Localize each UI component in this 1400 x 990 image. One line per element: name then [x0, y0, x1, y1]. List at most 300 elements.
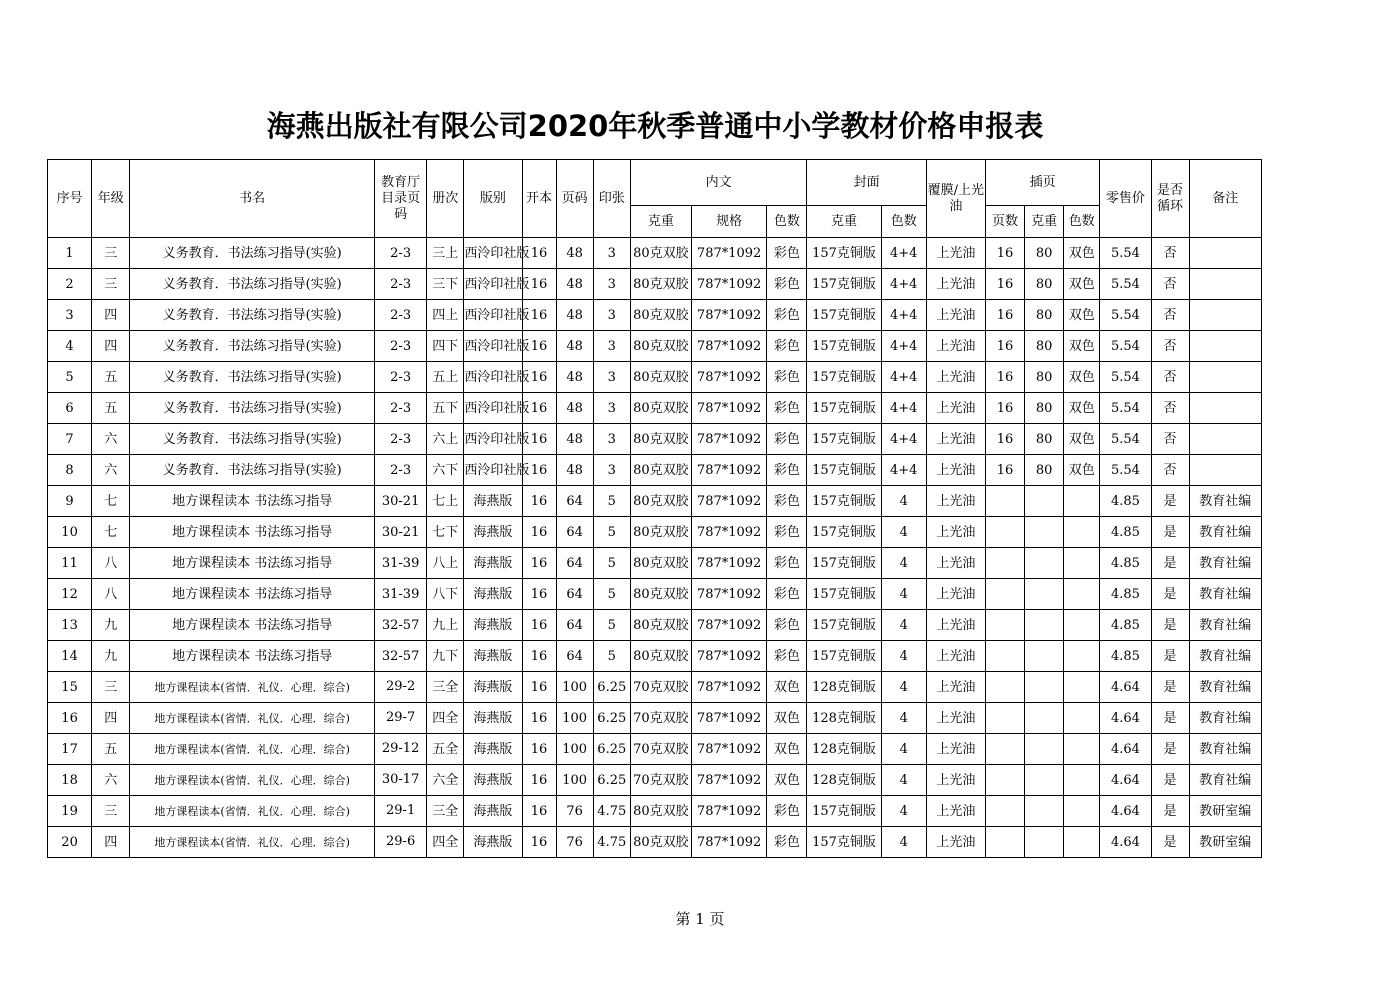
cell-format: 16: [522, 641, 556, 672]
cell-body-spec: 787*1092: [692, 703, 767, 734]
cell-cover-weight: 128克铜版: [807, 672, 881, 703]
cell-cover-weight: 157克铜版: [807, 269, 881, 300]
cell-sheets: 5: [593, 517, 630, 548]
cell-grade: 八: [92, 548, 130, 579]
cell-body-weight: 80克双胶: [630, 393, 691, 424]
cell-volume: 八下: [427, 579, 464, 610]
cell-body-weight: 80克双胶: [630, 269, 691, 300]
cell-format: 16: [522, 269, 556, 300]
cell-cover-color: 4: [881, 610, 926, 641]
cell-body-color: 彩色: [767, 455, 807, 486]
cell-format: 16: [522, 486, 556, 517]
cell-cover-weight: 157克铜版: [807, 424, 881, 455]
cell-edition: 西泠印社版: [464, 331, 522, 362]
cell-remark: [1189, 393, 1261, 424]
cell-insert-color: [1064, 827, 1100, 858]
page-footer: 第 1 页: [675, 910, 725, 928]
cell-lamination: 上光油: [926, 269, 985, 300]
cell-recycle: 是: [1151, 517, 1189, 548]
cell-insert-color: 双色: [1064, 455, 1100, 486]
cell-insert-pages: [985, 672, 1024, 703]
table-row: [48, 579, 1262, 610]
cell-body-weight: 80克双胶: [630, 424, 691, 455]
table-row: [48, 424, 1262, 455]
cell-format: 16: [522, 517, 556, 548]
cell-seq: 10: [48, 517, 92, 548]
cell-volume: 四下: [427, 331, 464, 362]
catalog-page-text: 29-2: [386, 679, 416, 694]
cell-insert-weight: [1025, 517, 1064, 548]
cell-lamination: 上光油: [926, 331, 985, 362]
cell-lamination: 上光油: [926, 610, 985, 641]
cell-edition: 西泠印社版: [464, 455, 522, 486]
cell-recycle: 是: [1151, 827, 1189, 858]
cell-insert-pages: 16: [985, 362, 1024, 393]
cell-name: 义务教育．书法练习指导(实验): [130, 393, 375, 424]
cell-sheets: 5: [593, 579, 630, 610]
cell-format: 16: [522, 765, 556, 796]
cell-name: 义务教育．书法练习指导(实验): [130, 238, 375, 269]
cell-catalog-page: 30-21: [375, 517, 427, 548]
cell-format: 16: [522, 703, 556, 734]
cell-cover-color: 4+4: [881, 455, 926, 486]
cell-grade: 五: [92, 362, 130, 393]
cell-retail-price: 4.85: [1100, 610, 1151, 641]
cell-volume: 三全: [427, 672, 464, 703]
cell-insert-color: [1064, 517, 1100, 548]
cell-volume: 四全: [427, 703, 464, 734]
cell-remark: [1189, 269, 1261, 300]
table-row: [48, 300, 1262, 331]
cell-name: 地方课程读本(省情．礼仪．心理．综合): [130, 765, 375, 796]
cell-cover-weight: 157克铜版: [807, 455, 881, 486]
cell-edition: 西泠印社版: [464, 424, 522, 455]
cell-insert-weight: 80: [1025, 269, 1064, 300]
cell-lamination: 上光油: [926, 486, 985, 517]
cell-body-weight: 80克双胶: [630, 827, 691, 858]
cell-catalog-page: 2-3: [375, 393, 427, 424]
cell-seq: 1: [48, 238, 92, 269]
cell-pages: 100: [556, 765, 593, 796]
catalog-page-text: 29-7: [386, 710, 416, 725]
cell-volume: 九下: [427, 641, 464, 672]
cell-pages: 48: [556, 238, 593, 269]
cell-body-weight: 80克双胶: [630, 641, 691, 672]
cell-edition: 海燕版: [464, 579, 522, 610]
cell-seq: 3: [48, 300, 92, 331]
cell-catalog-page: 2-3: [375, 455, 427, 486]
cell-cover-weight: 157克铜版: [807, 827, 881, 858]
cell-body-color: 彩色: [767, 796, 807, 827]
cell-body-spec: 787*1092: [692, 672, 767, 703]
cell-insert-pages: [985, 827, 1024, 858]
cell-name: 义务教育．书法练习指导(实验): [130, 455, 375, 486]
cell-volume: 八上: [427, 548, 464, 579]
header-body-spec: 规格: [692, 206, 767, 238]
cell-body-weight: 70克双胶: [630, 765, 691, 796]
cell-edition: 海燕版: [464, 672, 522, 703]
cell-retail-price: 5.54: [1100, 238, 1151, 269]
cell-seq: 16: [48, 703, 92, 734]
cell-seq: 8: [48, 455, 92, 486]
header-volume: 册次: [427, 160, 464, 238]
cell-body-color: 双色: [767, 672, 807, 703]
cell-edition: 西泠印社版: [464, 269, 522, 300]
cell-seq: 13: [48, 610, 92, 641]
cell-recycle: 否: [1151, 238, 1189, 269]
cell-catalog-page: 32-57: [375, 610, 427, 641]
cell-body-spec: 787*1092: [692, 238, 767, 269]
cell-remark: [1189, 300, 1261, 331]
cell-insert-pages: [985, 579, 1024, 610]
cell-volume: 五上: [427, 362, 464, 393]
cell-body-weight: 80克双胶: [630, 331, 691, 362]
catalog-page-text: 29-12: [381, 741, 420, 756]
header-body-color: 色数: [767, 206, 807, 238]
cell-insert-pages: [985, 734, 1024, 765]
cell-pages: 64: [556, 641, 593, 672]
cell-catalog-page: 2-3: [375, 331, 427, 362]
cell-lamination: 上光油: [926, 548, 985, 579]
cell-sheets: 4.75: [593, 796, 630, 827]
cell-recycle: 是: [1151, 734, 1189, 765]
cell-volume: 六上: [427, 424, 464, 455]
cell-format: 16: [522, 827, 556, 858]
cell-seq: 18: [48, 765, 92, 796]
cell-pages: 64: [556, 517, 593, 548]
cell-pages: 48: [556, 424, 593, 455]
cell-seq: 2: [48, 269, 92, 300]
cell-cover-color: 4+4: [881, 393, 926, 424]
table-row: [48, 331, 1262, 362]
cell-pages: 100: [556, 734, 593, 765]
cell-body-color: 彩色: [767, 393, 807, 424]
cell-remark: [1189, 238, 1261, 269]
cell-format: 16: [522, 796, 556, 827]
cell-insert-color: [1064, 703, 1100, 734]
cell-edition: 海燕版: [464, 548, 522, 579]
cell-volume: 三上: [427, 238, 464, 269]
cell-edition: 海燕版: [464, 734, 522, 765]
cell-remark: 教育社编: [1189, 486, 1261, 517]
cell-pages: 48: [556, 331, 593, 362]
cell-body-color: 彩色: [767, 517, 807, 548]
cell-grade: 五: [92, 734, 130, 765]
cell-lamination: 上光油: [926, 672, 985, 703]
cell-sheets: 3: [593, 393, 630, 424]
cell-format: 16: [522, 672, 556, 703]
cell-pages: 100: [556, 672, 593, 703]
cell-insert-weight: [1025, 610, 1064, 641]
cell-name: 地方课程读本(省情．礼仪．心理．综合): [130, 734, 375, 765]
cell-remark: 教育社编: [1189, 703, 1261, 734]
table-row: [48, 362, 1262, 393]
cell-body-spec: 787*1092: [692, 734, 767, 765]
cell-cover-color: 4+4: [881, 331, 926, 362]
cell-body-spec: 787*1092: [692, 796, 767, 827]
cell-pages: 76: [556, 796, 593, 827]
header-catalog-page: 教育厅目录页码: [375, 160, 427, 238]
cell-cover-weight: 157克铜版: [807, 517, 881, 548]
cell-sheets: 5: [593, 548, 630, 579]
cell-body-weight: 80克双胶: [630, 362, 691, 393]
cell-name: 地方课程读本 书法练习指导: [130, 548, 375, 579]
cell-cover-weight: 128克铜版: [807, 734, 881, 765]
header-remark: 备注: [1189, 160, 1261, 238]
cell-insert-color: 双色: [1064, 362, 1100, 393]
cell-sheets: 3: [593, 300, 630, 331]
cell-insert-color: [1064, 672, 1100, 703]
cell-seq: 12: [48, 579, 92, 610]
cell-seq: 4: [48, 331, 92, 362]
cell-sheets: 6.25: [593, 703, 630, 734]
header-body-weight: 克重: [630, 206, 691, 238]
cell-name: 地方课程读本 书法练习指导: [130, 486, 375, 517]
cell-sheets: 6.25: [593, 734, 630, 765]
catalog-page-text: 30-17: [381, 772, 420, 787]
cell-retail-price: 4.64: [1100, 703, 1151, 734]
cell-remark: 教育社编: [1189, 765, 1261, 796]
cell-grade: 六: [92, 765, 130, 796]
cell-seq: 15: [48, 672, 92, 703]
cell-lamination: 上光油: [926, 300, 985, 331]
header-row-1: [48, 160, 1262, 206]
cell-retail-price: 4.64: [1100, 672, 1151, 703]
cell-insert-color: 双色: [1064, 238, 1100, 269]
cell-sheets: 4.75: [593, 827, 630, 858]
cell-format: 16: [522, 300, 556, 331]
cell-insert-weight: [1025, 548, 1064, 579]
cell-grade: 三: [92, 796, 130, 827]
cell-remark: [1189, 424, 1261, 455]
cell-lamination: 上光油: [926, 703, 985, 734]
header-insert-weight: 克重: [1025, 206, 1064, 238]
cell-cover-weight: 157克铜版: [807, 641, 881, 672]
cell-format: 16: [522, 424, 556, 455]
cell-cover-color: 4: [881, 641, 926, 672]
cell-lamination: 上光油: [926, 734, 985, 765]
cell-insert-color: [1064, 548, 1100, 579]
cell-pages: 48: [556, 393, 593, 424]
cell-cover-color: 4: [881, 827, 926, 858]
cell-cover-color: 4: [881, 517, 926, 548]
cell-catalog-page: 31-39: [375, 579, 427, 610]
catalog-page-text: 29-1: [386, 803, 416, 818]
header-lamination: 覆膜/上光油: [926, 160, 985, 238]
cell-insert-weight: [1025, 734, 1064, 765]
cell-recycle: 否: [1151, 269, 1189, 300]
cell-body-weight: 80克双胶: [630, 486, 691, 517]
cell-grade: 八: [92, 579, 130, 610]
header-cover-color: 色数: [881, 206, 926, 238]
cell-insert-color: [1064, 486, 1100, 517]
cell-lamination: 上光油: [926, 362, 985, 393]
cell-insert-pages: [985, 517, 1024, 548]
cell-insert-pages: [985, 796, 1024, 827]
cell-retail-price: 4.64: [1100, 734, 1151, 765]
cell-cover-color: 4: [881, 579, 926, 610]
cell-seq: 14: [48, 641, 92, 672]
cell-catalog-page: 2-3: [375, 424, 427, 455]
cell-sheets: 5: [593, 486, 630, 517]
cell-body-color: 彩色: [767, 424, 807, 455]
cell-grade: 四: [92, 331, 130, 362]
cell-body-weight: 80克双胶: [630, 548, 691, 579]
cell-insert-color: 双色: [1064, 331, 1100, 362]
header-insert-color: 色数: [1064, 206, 1100, 238]
cell-name: 地方课程读本 书法练习指导: [130, 641, 375, 672]
table-row: [48, 517, 1262, 548]
header-pages: 页码: [556, 160, 593, 238]
cell-catalog-page: 32-57: [375, 641, 427, 672]
cell-catalog-page: [375, 827, 427, 858]
cell-cover-weight: 128克铜版: [807, 765, 881, 796]
cell-insert-color: 双色: [1064, 269, 1100, 300]
cell-cover-weight: 157克铜版: [807, 486, 881, 517]
table-row: [48, 765, 1262, 796]
cell-lamination: 上光油: [926, 424, 985, 455]
cell-insert-weight: 80: [1025, 362, 1064, 393]
cell-insert-pages: [985, 703, 1024, 734]
cell-retail-price: 4.64: [1100, 765, 1151, 796]
cell-recycle: 否: [1151, 424, 1189, 455]
cell-seq: 9: [48, 486, 92, 517]
header-sheets: 印张: [593, 160, 630, 238]
cell-body-spec: 787*1092: [692, 827, 767, 858]
cell-grade: 五: [92, 393, 130, 424]
cell-grade: 九: [92, 610, 130, 641]
cell-cover-weight: 157克铜版: [807, 796, 881, 827]
cell-insert-pages: [985, 765, 1024, 796]
table-row: [48, 641, 1262, 672]
cell-lamination: 上光油: [926, 393, 985, 424]
cell-volume: 五全: [427, 734, 464, 765]
cell-insert-weight: [1025, 765, 1064, 796]
cell-body-color: 彩色: [767, 238, 807, 269]
cell-body-weight: 80克双胶: [630, 517, 691, 548]
cell-name: 地方课程读本(省情．礼仪．心理．综合): [130, 703, 375, 734]
cell-insert-weight: [1025, 579, 1064, 610]
cell-grade: 四: [92, 703, 130, 734]
cell-lamination: 上光油: [926, 827, 985, 858]
cell-name: 义务教育．书法练习指导(实验): [130, 424, 375, 455]
cell-edition: 海燕版: [464, 827, 522, 858]
cell-catalog-page: [375, 703, 427, 734]
cell-recycle: 是: [1151, 796, 1189, 827]
cell-cover-weight: 157克铜版: [807, 548, 881, 579]
cell-insert-weight: 80: [1025, 238, 1064, 269]
cell-edition: 西泠印社版: [464, 300, 522, 331]
table-row: [48, 486, 1262, 517]
cell-remark: 教育社编: [1189, 672, 1261, 703]
cell-pages: 64: [556, 610, 593, 641]
cell-insert-pages: 16: [985, 300, 1024, 331]
cell-body-spec: 787*1092: [692, 486, 767, 517]
cell-name: 地方课程读本 书法练习指导: [130, 579, 375, 610]
cell-cover-color: 4: [881, 672, 926, 703]
cell-body-spec: 787*1092: [692, 517, 767, 548]
cell-insert-pages: 16: [985, 238, 1024, 269]
cell-retail-price: 5.54: [1100, 269, 1151, 300]
table-row: [48, 238, 1262, 269]
cell-insert-color: 双色: [1064, 300, 1100, 331]
cell-edition: 西泠印社版: [464, 362, 522, 393]
cell-body-spec: 787*1092: [692, 269, 767, 300]
cell-body-color: 彩色: [767, 579, 807, 610]
cell-insert-weight: 80: [1025, 455, 1064, 486]
cell-insert-pages: [985, 610, 1024, 641]
cell-format: 16: [522, 610, 556, 641]
cell-body-color: 彩色: [767, 641, 807, 672]
cell-grade: 三: [92, 269, 130, 300]
cell-recycle: 是: [1151, 548, 1189, 579]
cell-remark: 教育社编: [1189, 548, 1261, 579]
cell-body-color: 双色: [767, 734, 807, 765]
cell-pages: 76: [556, 827, 593, 858]
header-body: 内文: [630, 160, 807, 206]
cell-volume: 七上: [427, 486, 464, 517]
price-table: [47, 159, 1262, 858]
cell-volume: 四上: [427, 300, 464, 331]
cell-retail-price: 5.54: [1100, 362, 1151, 393]
cell-catalog-page: 30-21: [375, 486, 427, 517]
cell-body-spec: 787*1092: [692, 455, 767, 486]
cell-seq: 5: [48, 362, 92, 393]
cell-insert-pages: [985, 486, 1024, 517]
cell-format: 16: [522, 331, 556, 362]
cell-catalog-page: [375, 734, 427, 765]
cell-recycle: 否: [1151, 300, 1189, 331]
cell-pages: 64: [556, 486, 593, 517]
cell-body-color: 彩色: [767, 331, 807, 362]
header-insert: 插页: [985, 160, 1099, 206]
cell-body-color: 彩色: [767, 610, 807, 641]
cell-cover-weight: 128克铜版: [807, 703, 881, 734]
cell-cover-color: 4: [881, 703, 926, 734]
cell-cover-weight: 157克铜版: [807, 362, 881, 393]
cell-remark: 教育社编: [1189, 517, 1261, 548]
cell-format: 16: [522, 548, 556, 579]
cell-remark: 教育社编: [1189, 610, 1261, 641]
cell-retail-price: 4.85: [1100, 641, 1151, 672]
cell-edition: 海燕版: [464, 610, 522, 641]
table-row: [48, 703, 1262, 734]
cell-grade: 六: [92, 424, 130, 455]
cell-grade: 六: [92, 455, 130, 486]
cell-insert-weight: [1025, 641, 1064, 672]
cell-remark: [1189, 455, 1261, 486]
cell-sheets: 5: [593, 610, 630, 641]
cell-retail-price: 4.64: [1100, 827, 1151, 858]
cell-recycle: 是: [1151, 610, 1189, 641]
cell-name: 地方课程读本(省情．礼仪．心理．综合): [130, 672, 375, 703]
cell-format: 16: [522, 455, 556, 486]
cell-sheets: 3: [593, 455, 630, 486]
cell-catalog-page: [375, 765, 427, 796]
cell-body-spec: 787*1092: [692, 765, 767, 796]
cell-sheets: 3: [593, 362, 630, 393]
cell-edition: 西泠印社版: [464, 393, 522, 424]
header-retail-price: 零售价: [1100, 160, 1151, 238]
cell-edition: 海燕版: [464, 517, 522, 548]
cell-insert-pages: 16: [985, 269, 1024, 300]
cell-body-weight: 80克双胶: [630, 796, 691, 827]
table-row: [48, 796, 1262, 827]
cell-remark: [1189, 331, 1261, 362]
cell-insert-weight: 80: [1025, 393, 1064, 424]
cell-recycle: 是: [1151, 703, 1189, 734]
cell-grade: 四: [92, 827, 130, 858]
